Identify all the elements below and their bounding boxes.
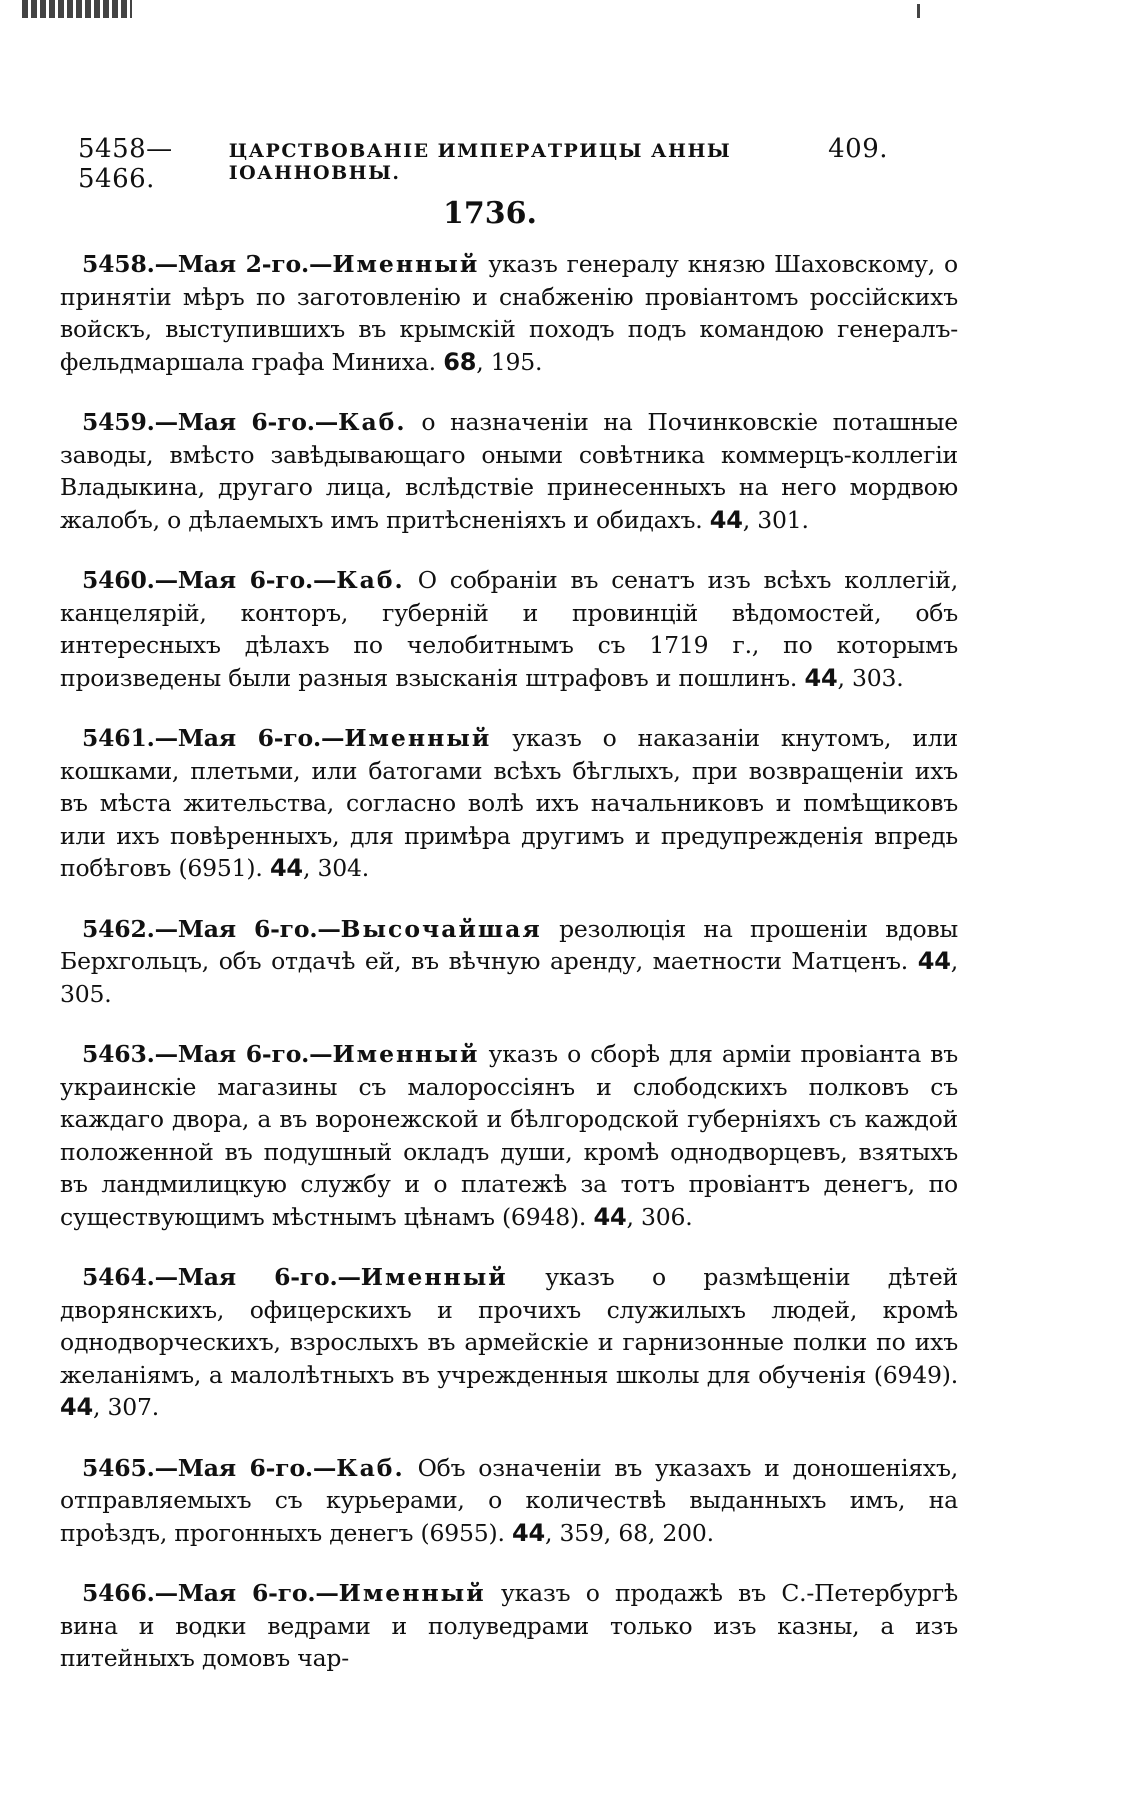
entry-number: 5465.	[82, 1453, 155, 1482]
entry	[60, 1577, 958, 1675]
entry-number: 5462.	[82, 914, 155, 943]
entry	[60, 913, 958, 1011]
entry	[60, 1038, 958, 1233]
entry-date: —Мая 6-го.—	[154, 408, 339, 436]
volume-ref: 44	[917, 947, 951, 975]
entry-number: 5466.	[82, 1579, 155, 1607]
doc-type: Высочайшая	[340, 914, 542, 943]
entry	[60, 1452, 958, 1550]
entry-number: 5458.	[82, 250, 155, 278]
page-ref: , 301.	[742, 505, 809, 534]
entry-text: указъ о сборѣ для арміи провіанта въ украинскіе магазины съ малороссіянъ и слободскихъ полковъ съ каждаго двора, а въ воронежской и бѣлгородской губерніяхъ съ каждой положенной въ подушный окладъ души, кромѣ однодворцевъ, взятыхъ въ ландмилицкую службу и о платежѣ за тотъ провіантъ денегъ, по существующимъ мѣстнымъ цѣнамъ (6948).	[60, 1040, 958, 1231]
entry-number: 5459.	[82, 408, 155, 436]
doc-type: Именный	[338, 1579, 486, 1607]
volume-ref: 44	[593, 1202, 627, 1231]
entry-range: 5458—5466.	[78, 134, 173, 194]
entry-date: —Мая 6-го.—	[154, 1040, 333, 1068]
page-ref: , 306.	[626, 1202, 693, 1231]
page-ref: , 305.	[60, 947, 958, 1008]
entry-date: —Мая 6-го.—	[154, 724, 345, 752]
entry-text: указъ о размѣщеніи дѣтей дворянскихъ, офицерскихъ и прочихъ служилыхъ людей, кромѣ однодворческихъ, взрослыхъ въ армейскіе и гарнизонные полки по ихъ желаніямъ, а малолѣтныхъ въ учрежденныя школы для обученія (6949).	[60, 1263, 958, 1389]
doc-type: Именный	[332, 1040, 480, 1068]
reign-title: ЦАРСТВОВАНІЕ ИМПЕРАТРИЦЫ АННЫ ІОАННОВНЫ.	[228, 140, 732, 184]
entry-date: —Мая 6-го.—	[154, 566, 337, 594]
entry-text: О собраніи въ сенатъ изъ всѣхъ коллегій, канцелярій, конторъ, губерній и провинцій вѣдомостей, объ интересныхъ дѣлахъ по челобитнымъ съ 1719 г., по которымъ произведены были разныя взысканія штрафовъ и пошлинъ.	[60, 566, 958, 692]
scan-artifact	[917, 4, 920, 18]
page-ref: , 303.	[837, 663, 904, 692]
doc-type: Именный	[332, 250, 480, 278]
entry-text: Объ означеніи въ указахъ и доношеніяхъ, отправляемыхъ съ курьерами, о количествѣ выданныхъ имъ, на проѣздъ, прогонныхъ денегъ (6955).	[60, 1453, 958, 1547]
volume-ref: 44	[60, 1393, 93, 1421]
doc-type: Именный	[360, 1263, 508, 1291]
page-number: 409.	[828, 134, 888, 164]
entry-text: о назначеніи на Починковскіе поташные заводы, вмѣсто завѣдывающаго оными совѣтника коммерцъ-коллегіи Владыкина, другаго лица, вслѣдствіе принесенныхъ на него мордвою жалобъ, о дѣлаемыхъ имъ притѣсненіяхъ и обидахъ.	[60, 408, 958, 534]
year-heading: 1736.	[443, 196, 537, 231]
entries	[60, 248, 958, 1703]
entry-text: указъ генералу князю Шаховскому, о принятіи мѣръ по заготовленію и снабженію провіантомъ россійскихъ войскъ, выступившихъ въ крымскій походъ подъ командою генералъ-фельдмаршала графа Миниха.	[60, 250, 958, 376]
doc-type: Именный	[344, 724, 492, 752]
page-ref: , 304.	[302, 854, 370, 882]
entry	[60, 722, 958, 885]
entry-text: указъ о наказаніи кнутомъ, или кошками, плетьми, или батогами всѣхъ бѣглыхъ, при возвращеніи ихъ въ мѣста жительства, согласно волѣ ихъ начальниковъ и помѣщиковъ или ихъ повѣренныхъ, для примѣра другимъ и предупрежденія впредь побѣговъ (6951).	[60, 724, 958, 882]
entry-date: —Мая 6-го.—	[154, 914, 341, 943]
entry-number: 5461.	[82, 724, 155, 752]
scan-artifact	[22, 0, 132, 18]
doc-type: Каб.	[336, 566, 405, 594]
entry	[60, 1261, 958, 1424]
volume-ref: 68	[443, 347, 477, 376]
entry-text: указъ о продажѣ въ С.-Петербургѣ вина и водки ведрами и полуведрами только изъ казны, а изъ питейныхъ домовъ чар-	[60, 1579, 958, 1672]
page-ref: , 195.	[476, 347, 543, 376]
entry-date: —Мая 2-го.—	[154, 250, 333, 278]
volume-ref: 44	[804, 663, 838, 692]
entry-date: —Мая 6-го.—	[154, 1579, 339, 1607]
entry-date: —Мая 6-го.—	[154, 1263, 361, 1291]
entry-date: —Мая 6-го.—	[154, 1453, 337, 1482]
running-head	[78, 134, 888, 194]
entry	[60, 564, 958, 694]
entry-number: 5464.	[82, 1263, 155, 1291]
page-ref: , 307.	[93, 1393, 160, 1421]
entry-text: резолюція на прошеніи вдовы Берхгольцъ, объ отдачѣ ей, въ вѣчную аренду, маетности Матценъ.	[60, 914, 958, 975]
doc-type: Каб.	[336, 1453, 405, 1482]
volume-ref: 44	[709, 505, 743, 534]
entry	[60, 406, 958, 536]
entry-number: 5463.	[82, 1040, 155, 1068]
entry-number: 5460.	[82, 566, 155, 594]
doc-type: Каб.	[338, 408, 407, 436]
volume-ref: 44	[269, 854, 303, 882]
page-ref: , 359, 68, 200.	[545, 1518, 714, 1547]
volume-ref: 44	[512, 1518, 545, 1547]
entry	[60, 248, 958, 378]
